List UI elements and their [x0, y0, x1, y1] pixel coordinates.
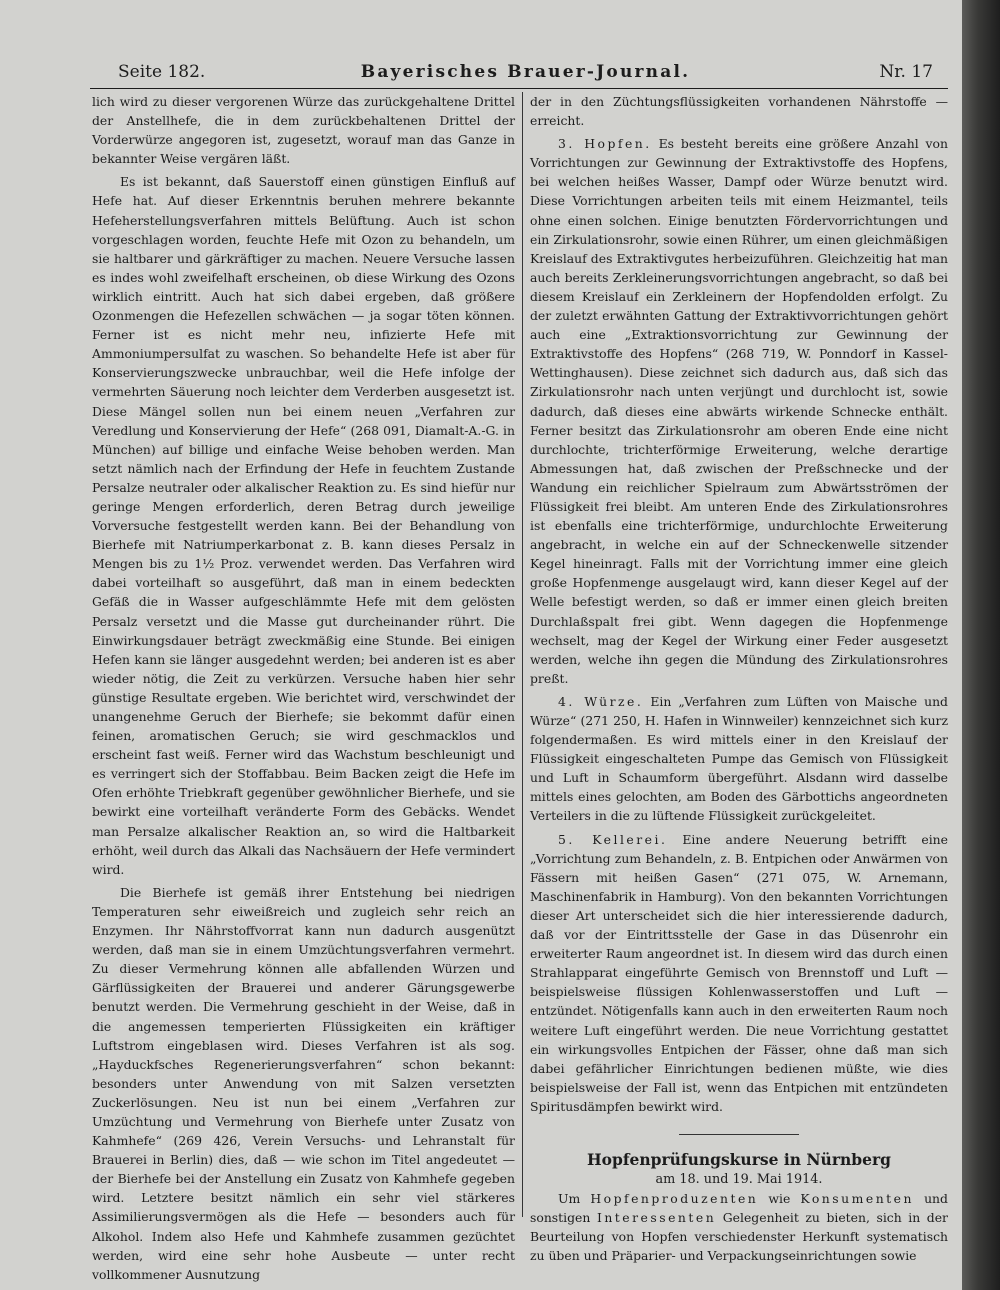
- paragraph-wuerze-text: Ein „Verfahren zum Lüften von Maische und Würze“ (271 250, H. Hafen in Winnweiler) kennzeichnet sich kurz folgendermaßen. Es wird mittels einer in den Kreislauf der Flüssigkeit eingeschalteten Pumpe das Gemisch von Flüssigkeit und Luft in Schaumform übergeführt. Alsdann wird dasselbe mittels eines gelochten, am Boden des Gärbottichs angeordneten Verteilers in die zu lüftende Flüssigkeit zurückgeleitet.: [530, 693, 948, 824]
- paragraph-continuation-right: der in den Züchtungsflüssigkeiten vorhandenen Nährstoffe — erreicht.: [530, 94, 948, 129]
- paragraph-hefe-ozon: Es ist bekannt, daß Sauerstoff einen günstigen Einfluß auf Hefe hat. Auf dieser Erkenntnis beruhen mehrere bekannte Hefeherstellungsverfahren mittels Belüftung. Auch ist schon vorgeschlagen worden, feuchte Hefe mit Ozon zu behandeln, um sie haltbarer und gärkräftiger zu machen. Neuere Versuche lassen es indes wohl zweifelhaft erscheinen, ob diese Wirkung des Ozons wirklich eintritt. Auch hat sich dabei ergeben, daß größere Ozonmengen die Hefezellen schwächen — ja sogar töten können. Ferner ist es nicht mehr neu, infizierte Hefe mit Ammoniumpersulfat zu waschen. So behandelte Hefe ist aber für Konservierungszwecke unbrauchbar, weil die Hefe infolge der vermehrten Säuerung noch leichter dem Verderben ausgesetzt ist. Diese Mängel sollen nun bei einem neuen „Verfahren zur Veredlung und Konservierung der Hefe“ (268 091, Diamalt-A.-G. in München) auf billige und einfache Weise behoben werden. Man setzt nämlich nach der Erfindung der Hefe in feuchtem Zustande Persalze neutraler oder alkalischer Reaktion zu. Es sind hiefür nur geringe Mengen erforderlich, deren Betrag durch jeweilige Vorversuche festgestellt werden kann. Bei der Behandlung von Bierhefe mit Natriumperkarbonat z. B. kann dieses Persalz in Mengen bis zu 1½ Proz. verwendet werden. Das Verfahren wird dabei vorteilhaft so ausgeführt, daß man in einem bedeckten Gefäß die in Wasser aufgeschlämmte Hefe mit dem gelösten Persalz versetzt und die Masse gut durcheinander rührt. Die Einwirkungsdauer beträgt zweckmäßig eine Stunde. Bei einigen Hefen kann sie länger ausgedehnt werden; bei anderen ist es aber wieder nötig, die Zeit zu verkürzen. Versuche haben hier sehr günstige Resultate ergeben. Wie berichtet wird, verschwindet der unangenehme Geruch der Bierhefe; sie bekommt dafür einen feinen, aromatischen Geruch; sie wird geschmacklos und erscheint fast weiß. Ferner wird das Wachstum beschleunigt und es verringert sich der Stoffabbau. Beim Backen zeigt die Hefe im Ofen erhöhte Triebkraft gegenüber gewöhnlicher Bierhefe, und sie bewirkt eine vorteilhaft veränderte Form des Gebäcks. Wendet man Persalze alkalischer Reaktion an, so wird die Haltbarkeit erhöht, weil durch das Alkali das Nachsäuern der Hefe vermindert wird.: [92, 174, 515, 877]
- paragraph-kellerei: [530, 830, 948, 1116]
- section-heading: Hopfenprüfungskurse in Nürnberg: [587, 1149, 891, 1169]
- paragraph-bierhefe: Die Bierhefe ist gemäß ihrer Entstehung bei niedrigen Temperaturen sehr eiweißreich und zugleich sehr reich an Enzymen. Ihr Nährstoffvorrat kann nun dadurch ausgenützt werden, daß man sie in einem Umzüchtungsverfahren vermehrt. Zu dieser Vermehrung können alle abfallenden Würzen und Gärflüssigkeiten der Brauerei und anderer Gärungsgewerbe benutzt werden. Die Vermehrung geschieht in der Weise, daß in die angemessen temperierten Flüssigkeiten ein kräftiger Luftstrom eingeblasen wird. Dieses Verfahren ist als sog. „Hayduckfsches Regenerierungsverfahren“ schon bekannt: besonders unter Anwendung von mit Salzen versetzten Zuckerlösungen. Neu ist nun bei einem „Verfahren zur Umzüchtung und Vermehrung von Bierhefe unter Zusatz von Kahmhefe“ (269 426, Verein Versuchs- und Lehranstalt für Brauerei in Berlin) dies, daß — wie schon im Titel angedeutet — der Bierhefe bei der Anstellung ein Zusatz von Kahmhefe gegeben wird. Letztere besitzt nämlich ein sehr viel stärkeres Assimilierungsvermögen als die Hefe — besonders auch für Alkohol. Indem also Hefe und Kahmhefe zusammen gezüchtet werden, wird eine sehr hohe Ausbeute — unter recht vollkommener Ausnutzung: [92, 884, 515, 1282]
- spaced-word: Konsumenten: [800, 1190, 914, 1206]
- spaced-word: Interessenten: [596, 1210, 717, 1226]
- header-rule: [90, 88, 948, 89]
- text-fragment: Gelegenheit zu bieten, sich in der Beurteilung von Hopfen verschiedenster Herkunft systematisch zu üben und Präparier- und Verpackungseinrichtungen sowie: [530, 1210, 948, 1264]
- running-head: [118, 58, 933, 86]
- issue-number: Nr. 17: [879, 62, 933, 82]
- paragraph-continuation: lich wird zu dieser vergorenen Würze das zurückgehaltene Drittel der Anstellhefe, die in dem zurückbehaltenen Drittel der Vorderwürze angegoren ist, zugesetzt, worauf man das Ganze in bekannter Weise vergären läßt.: [92, 94, 515, 167]
- section-divider: [679, 1134, 799, 1135]
- section-label-hopfen: 3. Hopfen.: [558, 136, 652, 152]
- text-fragment: wie: [768, 1190, 791, 1206]
- section-label-kellerei: 5. Kellerei.: [558, 831, 668, 847]
- paragraph-kellerei-text: Eine andere Neuerung betrifft eine „Vorrichtung zum Behandeln, z. B. Entpichen oder Anwärmen von Fässern mit heißen Gasen“ (271 075, W. Arnemann, Maschinenfabrik in Hamburg). Von den bekannten Vorrichtungen dieser Art unterscheidet sich die hier interessierende dadurch, daß vor der Eintrittsstelle der Gase in das Düsenrohr ein erweiterter Raum angeordnet ist. In diesem wird das durch einen Strahlapparat eingeführte Gemisch von Brennstoff und Luft — beispielsweise flüssigen Kohlenwasserstoffen und Luft — entzündet. Nötigenfalls kann auch in den erweiterten Raum noch weitere Luft eingeführt werden. Die neue Vorrichtung gestattet ein wirkungsvolles Entpichen der Fässer, ohne daß man sich dabei gefährlicher Einrichtungen bedienen müßte, wie dies beispielsweise der Fall ist, wenn das Entpichen mit entzündeten Spiritusdämpfen bewirkt wird.: [530, 831, 948, 1114]
- section-label-wuerze: 4. Würze.: [558, 693, 644, 709]
- journal-title: Bayerisches Brauer-Journal.: [360, 62, 691, 82]
- left-column: [92, 92, 515, 1284]
- spaced-word: Hopfenproduzenten: [590, 1190, 759, 1206]
- text-fragment: und sonstigen: [530, 1190, 948, 1226]
- paragraph-hopfenpruefung: [530, 1189, 948, 1265]
- text-fragment: Um: [558, 1190, 581, 1206]
- section-date: am 18. und 19. Mai 1914.: [655, 1171, 823, 1187]
- column-divider: [522, 92, 523, 1217]
- right-column: [530, 92, 948, 1265]
- paragraph-wuerze: [530, 692, 948, 826]
- page-edge-shadow: [962, 0, 1000, 1290]
- page-number: Seite 182.: [118, 62, 206, 82]
- paragraph-hopfen-text: Es besteht bereits eine größere Anzahl von Vorrichtungen zur Gewinnung der Extraktivstoffe des Hopfens, bei welchen heißes Wasser, Dampf oder Würze benutzt wird. Diese Vorrichtungen arbeiten teils mit einem Heizmantel, teils ohne einen solchen. Einige benutzten Fördervorrichtungen und ein Zirkulationsrohr, sowie einen Rührer, um einen gleichmäßigen Kreislauf des Extraktivgutes herbeizuführen. Gleichzeitig hat man auch bereits Zerkleinerungsvorrichtungen angebracht, so daß bei diesem Kreislauf ein Zerkleinern der Hopfendolden erfolgt. Zu der zuletzt erwähnten Gattung der Extraktivvorrichtungen gehört auch eine „Extraktionsvorrichtung zur Gewinnung der Extraktivstoffe des Hopfens“ (268 719, W. Ponndorf in Kassel-Wettinghausen). Diese zeichnet sich dadurch aus, daß sich das Zirkulationsrohr nach unten verjüngt und durchlocht ist, sowie dadurch, daß dieses eine abwärts wirkende Schnecke enthält. Ferner besitzt das Zirkulationsrohr am oberen Ende eine nicht durchlochte, trichterförmige Erweiterung, welche derartige Abmessungen hat, daß zwischen der Preßschnecke und der Wandung ein reichlicher Spielraum zum Abwärtsströmen der Flüssigkeit frei bleibt. Am unteren Ende des Zirkulationsrohres ist ebenfalls eine trichterförmige, undurchlochte Erweiterung angebracht, in welche ein auf der Schneckenwelle sitzender Kegel hineinragt. Falls mit der Vorrichtung immer eine gleich große Hopfenmenge ausgelaugt wird, kann dieser Kegel auf der Welle befestigt werden, so daß er immer einen gleich breiten Durchlaßspalt frei gibt. Wenn dagegen die Hopfenmenge wechselt, mag der Kegel der Wirkung einer Feder ausgesetzt werden, welche ihn gegen die Mündung des Zirkulationsrohres preßt.: [530, 136, 948, 686]
- paragraph-hopfen: [530, 134, 948, 688]
